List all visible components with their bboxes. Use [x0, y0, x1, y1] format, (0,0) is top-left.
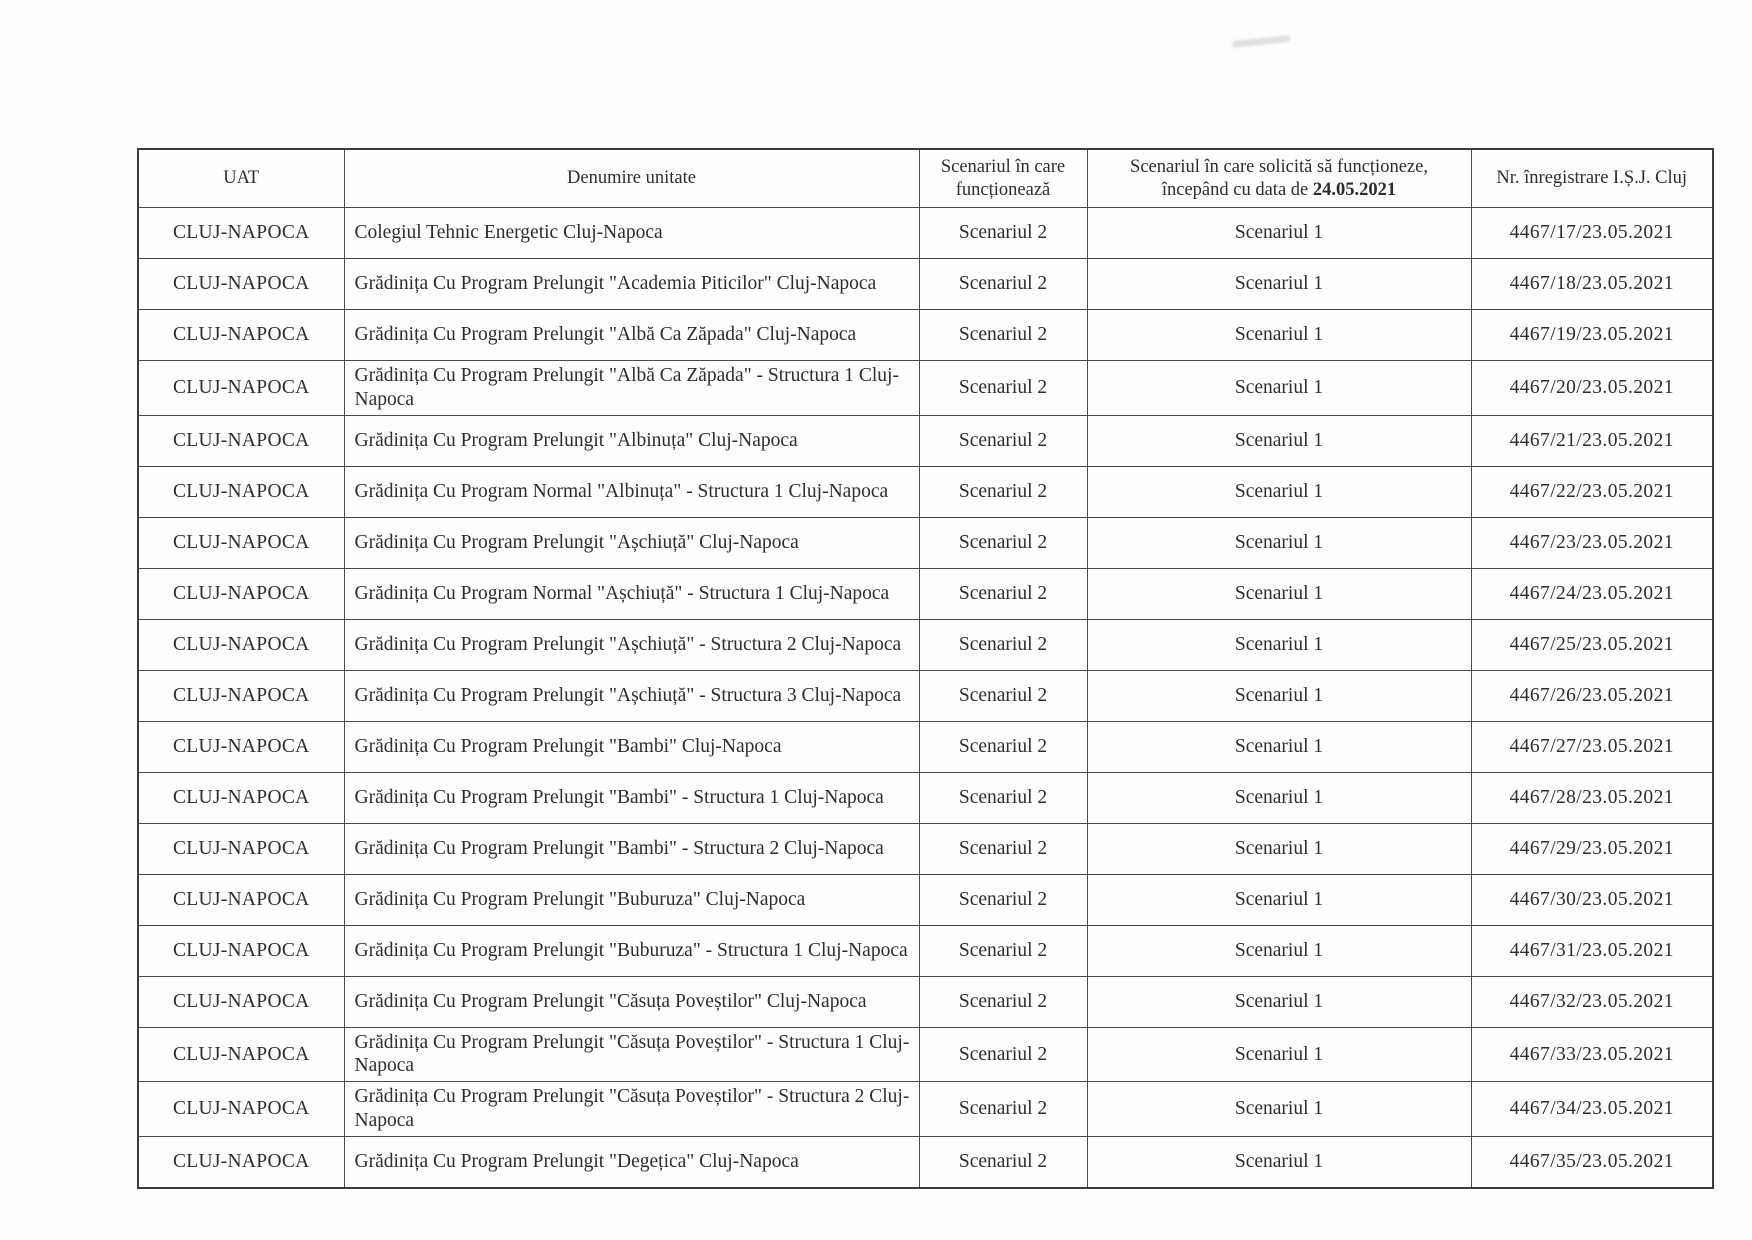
table-header	[138, 149, 1713, 208]
uat-cell: CLUJ-NAPOCA	[138, 310, 344, 361]
registration-number-cell: 4467/18/23.05.2021	[1471, 259, 1713, 310]
uat-cell: CLUJ-NAPOCA	[138, 976, 344, 1027]
table-row	[138, 361, 1713, 416]
table-row	[138, 517, 1713, 568]
table-row	[138, 721, 1713, 772]
table-row	[138, 466, 1713, 517]
unit-name-cell: Grădinița Cu Program Prelungit "Așchiuță" - Structura 2 Cluj-Napoca	[344, 619, 919, 670]
current-scenario-cell: Scenariul 2	[919, 772, 1087, 823]
uat-cell: CLUJ-NAPOCA	[138, 208, 344, 259]
table-row	[138, 1136, 1713, 1188]
unit-name-cell: Grădinița Cu Program Normal "Albinuța" - Structura 1 Cluj-Napoca	[344, 466, 919, 517]
current-scenario-cell: Scenariul 2	[919, 208, 1087, 259]
uat-cell: CLUJ-NAPOCA	[138, 1082, 344, 1137]
table-header-row	[138, 149, 1713, 208]
registration-number-cell: 4467/35/23.05.2021	[1471, 1136, 1713, 1188]
unit-name-cell: Grădinița Cu Program Prelungit "Albă Ca Zăpada" - Structura 1 Cluj-Napoca	[344, 361, 919, 416]
unit-name-cell: Grădinița Cu Program Normal "Așchiuță" - Structura 1 Cluj-Napoca	[344, 568, 919, 619]
uat-cell: CLUJ-NAPOCA	[138, 670, 344, 721]
requested-scenario-cell: Scenariul 1	[1087, 823, 1471, 874]
registration-number-cell: 4467/17/23.05.2021	[1471, 208, 1713, 259]
unit-name-cell: Grădinița Cu Program Prelungit "Degețica" Cluj-Napoca	[344, 1136, 919, 1188]
table-row	[138, 823, 1713, 874]
current-scenario-cell: Scenariul 2	[919, 466, 1087, 517]
uat-cell: CLUJ-NAPOCA	[138, 1027, 344, 1082]
unit-name-cell: Grădinița Cu Program Prelungit "Așchiuță" - Structura 3 Cluj-Napoca	[344, 670, 919, 721]
registration-number-cell: 4467/33/23.05.2021	[1471, 1027, 1713, 1082]
requested-scenario-cell: Scenariul 1	[1087, 772, 1471, 823]
registration-number-cell: 4467/30/23.05.2021	[1471, 874, 1713, 925]
requested-scenario-cell: Scenariul 1	[1087, 1027, 1471, 1082]
table-row	[138, 208, 1713, 259]
current-scenario-cell: Scenariul 2	[919, 568, 1087, 619]
requested-scenario-cell: Scenariul 1	[1087, 208, 1471, 259]
uat-cell: CLUJ-NAPOCA	[138, 874, 344, 925]
unit-name-cell: Colegiul Tehnic Energetic Cluj-Napoca	[344, 208, 919, 259]
table-row	[138, 1027, 1713, 1082]
requested-scenario-cell: Scenariul 1	[1087, 517, 1471, 568]
header-requested-line2: începând cu data de	[1161, 179, 1313, 200]
requested-scenario-cell: Scenariul 1	[1087, 619, 1471, 670]
uat-cell: CLUJ-NAPOCA	[138, 772, 344, 823]
registration-number-cell: 4467/28/23.05.2021	[1471, 772, 1713, 823]
uat-cell: CLUJ-NAPOCA	[138, 361, 344, 416]
header-requested-date: 24.05.2021	[1312, 179, 1397, 200]
unit-name-cell: Grădinița Cu Program Prelungit "Buburuza" Cluj-Napoca	[344, 874, 919, 925]
header-uat: UAT	[138, 149, 344, 208]
table-body	[138, 208, 1713, 1188]
uat-cell: CLUJ-NAPOCA	[138, 925, 344, 976]
school-scenarios-table	[137, 148, 1714, 1189]
current-scenario-cell: Scenariul 2	[919, 361, 1087, 416]
unit-name-cell: Grădinița Cu Program Prelungit "Bambi" - Structura 2 Cluj-Napoca	[344, 823, 919, 874]
current-scenario-cell: Scenariul 2	[919, 619, 1087, 670]
requested-scenario-cell: Scenariul 1	[1087, 466, 1471, 517]
registration-number-cell: 4467/26/23.05.2021	[1471, 670, 1713, 721]
header-unit-name: Denumire unitate	[344, 149, 919, 208]
current-scenario-cell: Scenariul 2	[919, 823, 1087, 874]
current-scenario-cell: Scenariul 2	[919, 976, 1087, 1027]
scan-artifact	[1232, 35, 1290, 48]
requested-scenario-cell: Scenariul 1	[1087, 874, 1471, 925]
uat-cell: CLUJ-NAPOCA	[138, 823, 344, 874]
current-scenario-cell: Scenariul 2	[919, 1027, 1087, 1082]
requested-scenario-cell: Scenariul 1	[1087, 1082, 1471, 1137]
uat-cell: CLUJ-NAPOCA	[138, 466, 344, 517]
requested-scenario-cell: Scenariul 1	[1087, 415, 1471, 466]
requested-scenario-cell: Scenariul 1	[1087, 568, 1471, 619]
current-scenario-cell: Scenariul 2	[919, 259, 1087, 310]
uat-cell: CLUJ-NAPOCA	[138, 568, 344, 619]
unit-name-cell: Grădinița Cu Program Prelungit "Căsuța Poveștilor" - Structura 1 Cluj-Napoca	[344, 1027, 919, 1082]
unit-name-cell: Grădinița Cu Program Prelungit "Academia Piticilor" Cluj-Napoca	[344, 259, 919, 310]
unit-name-cell: Grădinița Cu Program Prelungit "Bambi" - Structura 1 Cluj-Napoca	[344, 772, 919, 823]
header-current-scenario: Scenariul în care funcționează	[919, 149, 1087, 208]
header-requested-scenario	[1087, 149, 1471, 208]
table-row	[138, 772, 1713, 823]
table-row	[138, 568, 1713, 619]
registration-number-cell: 4467/22/23.05.2021	[1471, 466, 1713, 517]
header-requested-line1: Scenariul în care solicită să funcționeze,	[1130, 157, 1428, 177]
uat-cell: CLUJ-NAPOCA	[138, 1136, 344, 1188]
registration-number-cell: 4467/23/23.05.2021	[1471, 517, 1713, 568]
unit-name-cell: Grădinița Cu Program Prelungit "Bambi" Cluj-Napoca	[344, 721, 919, 772]
requested-scenario-cell: Scenariul 1	[1087, 925, 1471, 976]
uat-cell: CLUJ-NAPOCA	[138, 259, 344, 310]
table-row	[138, 976, 1713, 1027]
current-scenario-cell: Scenariul 2	[919, 1136, 1087, 1188]
registration-number-cell: 4467/29/23.05.2021	[1471, 823, 1713, 874]
requested-scenario-cell: Scenariul 1	[1087, 361, 1471, 416]
current-scenario-cell: Scenariul 2	[919, 517, 1087, 568]
unit-name-cell: Grădinița Cu Program Prelungit "Așchiuță" Cluj-Napoca	[344, 517, 919, 568]
table-row	[138, 619, 1713, 670]
header-registration-number: Nr. înregistrare I.Ș.J. Cluj	[1471, 149, 1713, 208]
uat-cell: CLUJ-NAPOCA	[138, 619, 344, 670]
requested-scenario-cell: Scenariul 1	[1087, 259, 1471, 310]
requested-scenario-cell: Scenariul 1	[1087, 976, 1471, 1027]
unit-name-cell: Grădinița Cu Program Prelungit "Buburuza" - Structura 1 Cluj-Napoca	[344, 925, 919, 976]
table-row	[138, 1082, 1713, 1137]
registration-number-cell: 4467/25/23.05.2021	[1471, 619, 1713, 670]
uat-cell: CLUJ-NAPOCA	[138, 415, 344, 466]
registration-number-cell: 4467/24/23.05.2021	[1471, 568, 1713, 619]
table-row	[138, 670, 1713, 721]
uat-cell: CLUJ-NAPOCA	[138, 517, 344, 568]
unit-name-cell: Grădinița Cu Program Prelungit "Albinuța" Cluj-Napoca	[344, 415, 919, 466]
current-scenario-cell: Scenariul 2	[919, 925, 1087, 976]
requested-scenario-cell: Scenariul 1	[1087, 721, 1471, 772]
table-row	[138, 259, 1713, 310]
current-scenario-cell: Scenariul 2	[919, 310, 1087, 361]
registration-number-cell: 4467/20/23.05.2021	[1471, 361, 1713, 416]
current-scenario-cell: Scenariul 2	[919, 670, 1087, 721]
table-row	[138, 874, 1713, 925]
registration-number-cell: 4467/32/23.05.2021	[1471, 976, 1713, 1027]
unit-name-cell: Grădinița Cu Program Prelungit "Căsuța Poveștilor" Cluj-Napoca	[344, 976, 919, 1027]
unit-name-cell: Grădinița Cu Program Prelungit "Albă Ca Zăpada" Cluj-Napoca	[344, 310, 919, 361]
current-scenario-cell: Scenariul 2	[919, 874, 1087, 925]
registration-number-cell: 4467/34/23.05.2021	[1471, 1082, 1713, 1137]
table-row	[138, 310, 1713, 361]
current-scenario-cell: Scenariul 2	[919, 721, 1087, 772]
current-scenario-cell: Scenariul 2	[919, 415, 1087, 466]
table-row	[138, 925, 1713, 976]
registration-number-cell: 4467/31/23.05.2021	[1471, 925, 1713, 976]
requested-scenario-cell: Scenariul 1	[1087, 670, 1471, 721]
requested-scenario-cell: Scenariul 1	[1087, 1136, 1471, 1188]
requested-scenario-cell: Scenariul 1	[1087, 310, 1471, 361]
table-row	[138, 415, 1713, 466]
current-scenario-cell: Scenariul 2	[919, 1082, 1087, 1137]
registration-number-cell: 4467/21/23.05.2021	[1471, 415, 1713, 466]
registration-number-cell: 4467/27/23.05.2021	[1471, 721, 1713, 772]
registration-number-cell: 4467/19/23.05.2021	[1471, 310, 1713, 361]
unit-name-cell: Grădinița Cu Program Prelungit "Căsuța Poveștilor" - Structura 2 Cluj-Napoca	[344, 1082, 919, 1137]
uat-cell: CLUJ-NAPOCA	[138, 721, 344, 772]
